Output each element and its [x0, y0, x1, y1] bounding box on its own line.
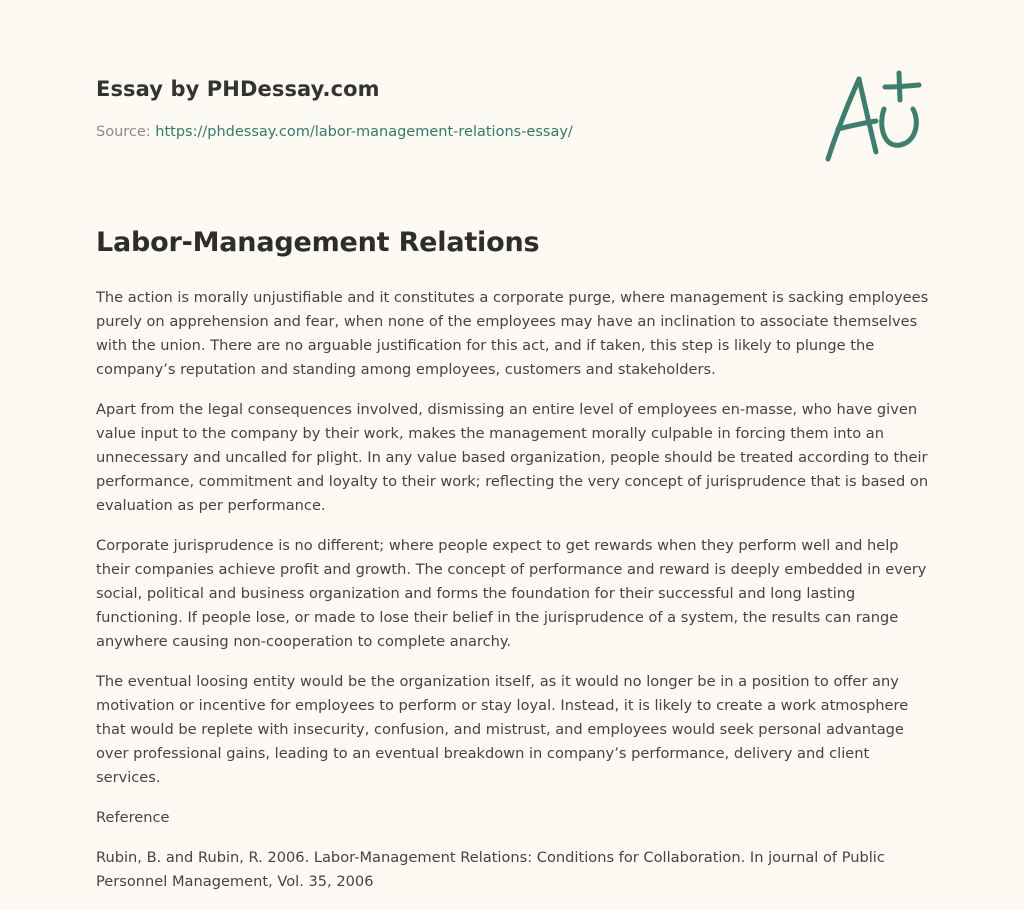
brand-title: Essay by PHDessay.com [96, 77, 380, 101]
reference-heading: Reference [96, 809, 170, 826]
essay-body [96, 286, 932, 910]
a-plus-logo-icon [820, 66, 930, 166]
source-line [96, 124, 573, 140]
source-link[interactable]: https://phdessay.com/labor-management-relations-essay/ [155, 124, 573, 140]
essay-paragraph: The action is morally unjustifiable and it constitutes a corporate purge, where management is sacking employees purely on apprehension and fear, when none of the employees may have an inclination to associate themselves with the union. There are no arguable justification for this act, and if taken, this step is likely to plunge the company’s reputation and standing among employees, customers and stakeholders. [96, 289, 929, 378]
reference-entry: Rubin, B. and Rubin, R. 2006. Labor-Management Relations: Conditions for Collaboration. In journal of Public Personnel Management, Vol. 35, 2006 [96, 849, 885, 890]
essay-paragraph: The eventual loosing entity would be the organization itself, as it would no longer be in a position to offer any motivation or incentive for employees to perform or stay loyal. Instead, it is likely to create a work atmosphere that would be replete with insecurity, confusion, and mistrust, and employees would seek personal advantage over professional gains, leading to an eventual breakdown in company’s performance, delivery and client services. [96, 673, 909, 786]
essay-paragraph: Apart from the legal consequences involved, dismissing an entire level of employees en-masse, who have given value input to the company by their work, makes the management morally culpable in forcing them into an unnecessary and uncalled for plight. In any value based organization, people should be treated according to their performance, commitment and loyalty to their work; reflecting the very concept of jurisprudence that is based on evaluation as per performance. [96, 401, 929, 514]
essay-paragraph: Corporate jurisprudence is no different; where people expect to get rewards when they perform well and help their companies achieve profit and growth. The concept of performance and reward is deeply embedded in every social, political and business organization and forms the foundation for their successful and long lasting functioning. If people lose, or made to lose their belief in the jurisprudence of a system, the results can range anywhere causing non-cooperation to complete anarchy. [96, 537, 927, 650]
essay-title: Labor-Management Relations [96, 227, 540, 258]
source-label: Source: [96, 124, 151, 140]
